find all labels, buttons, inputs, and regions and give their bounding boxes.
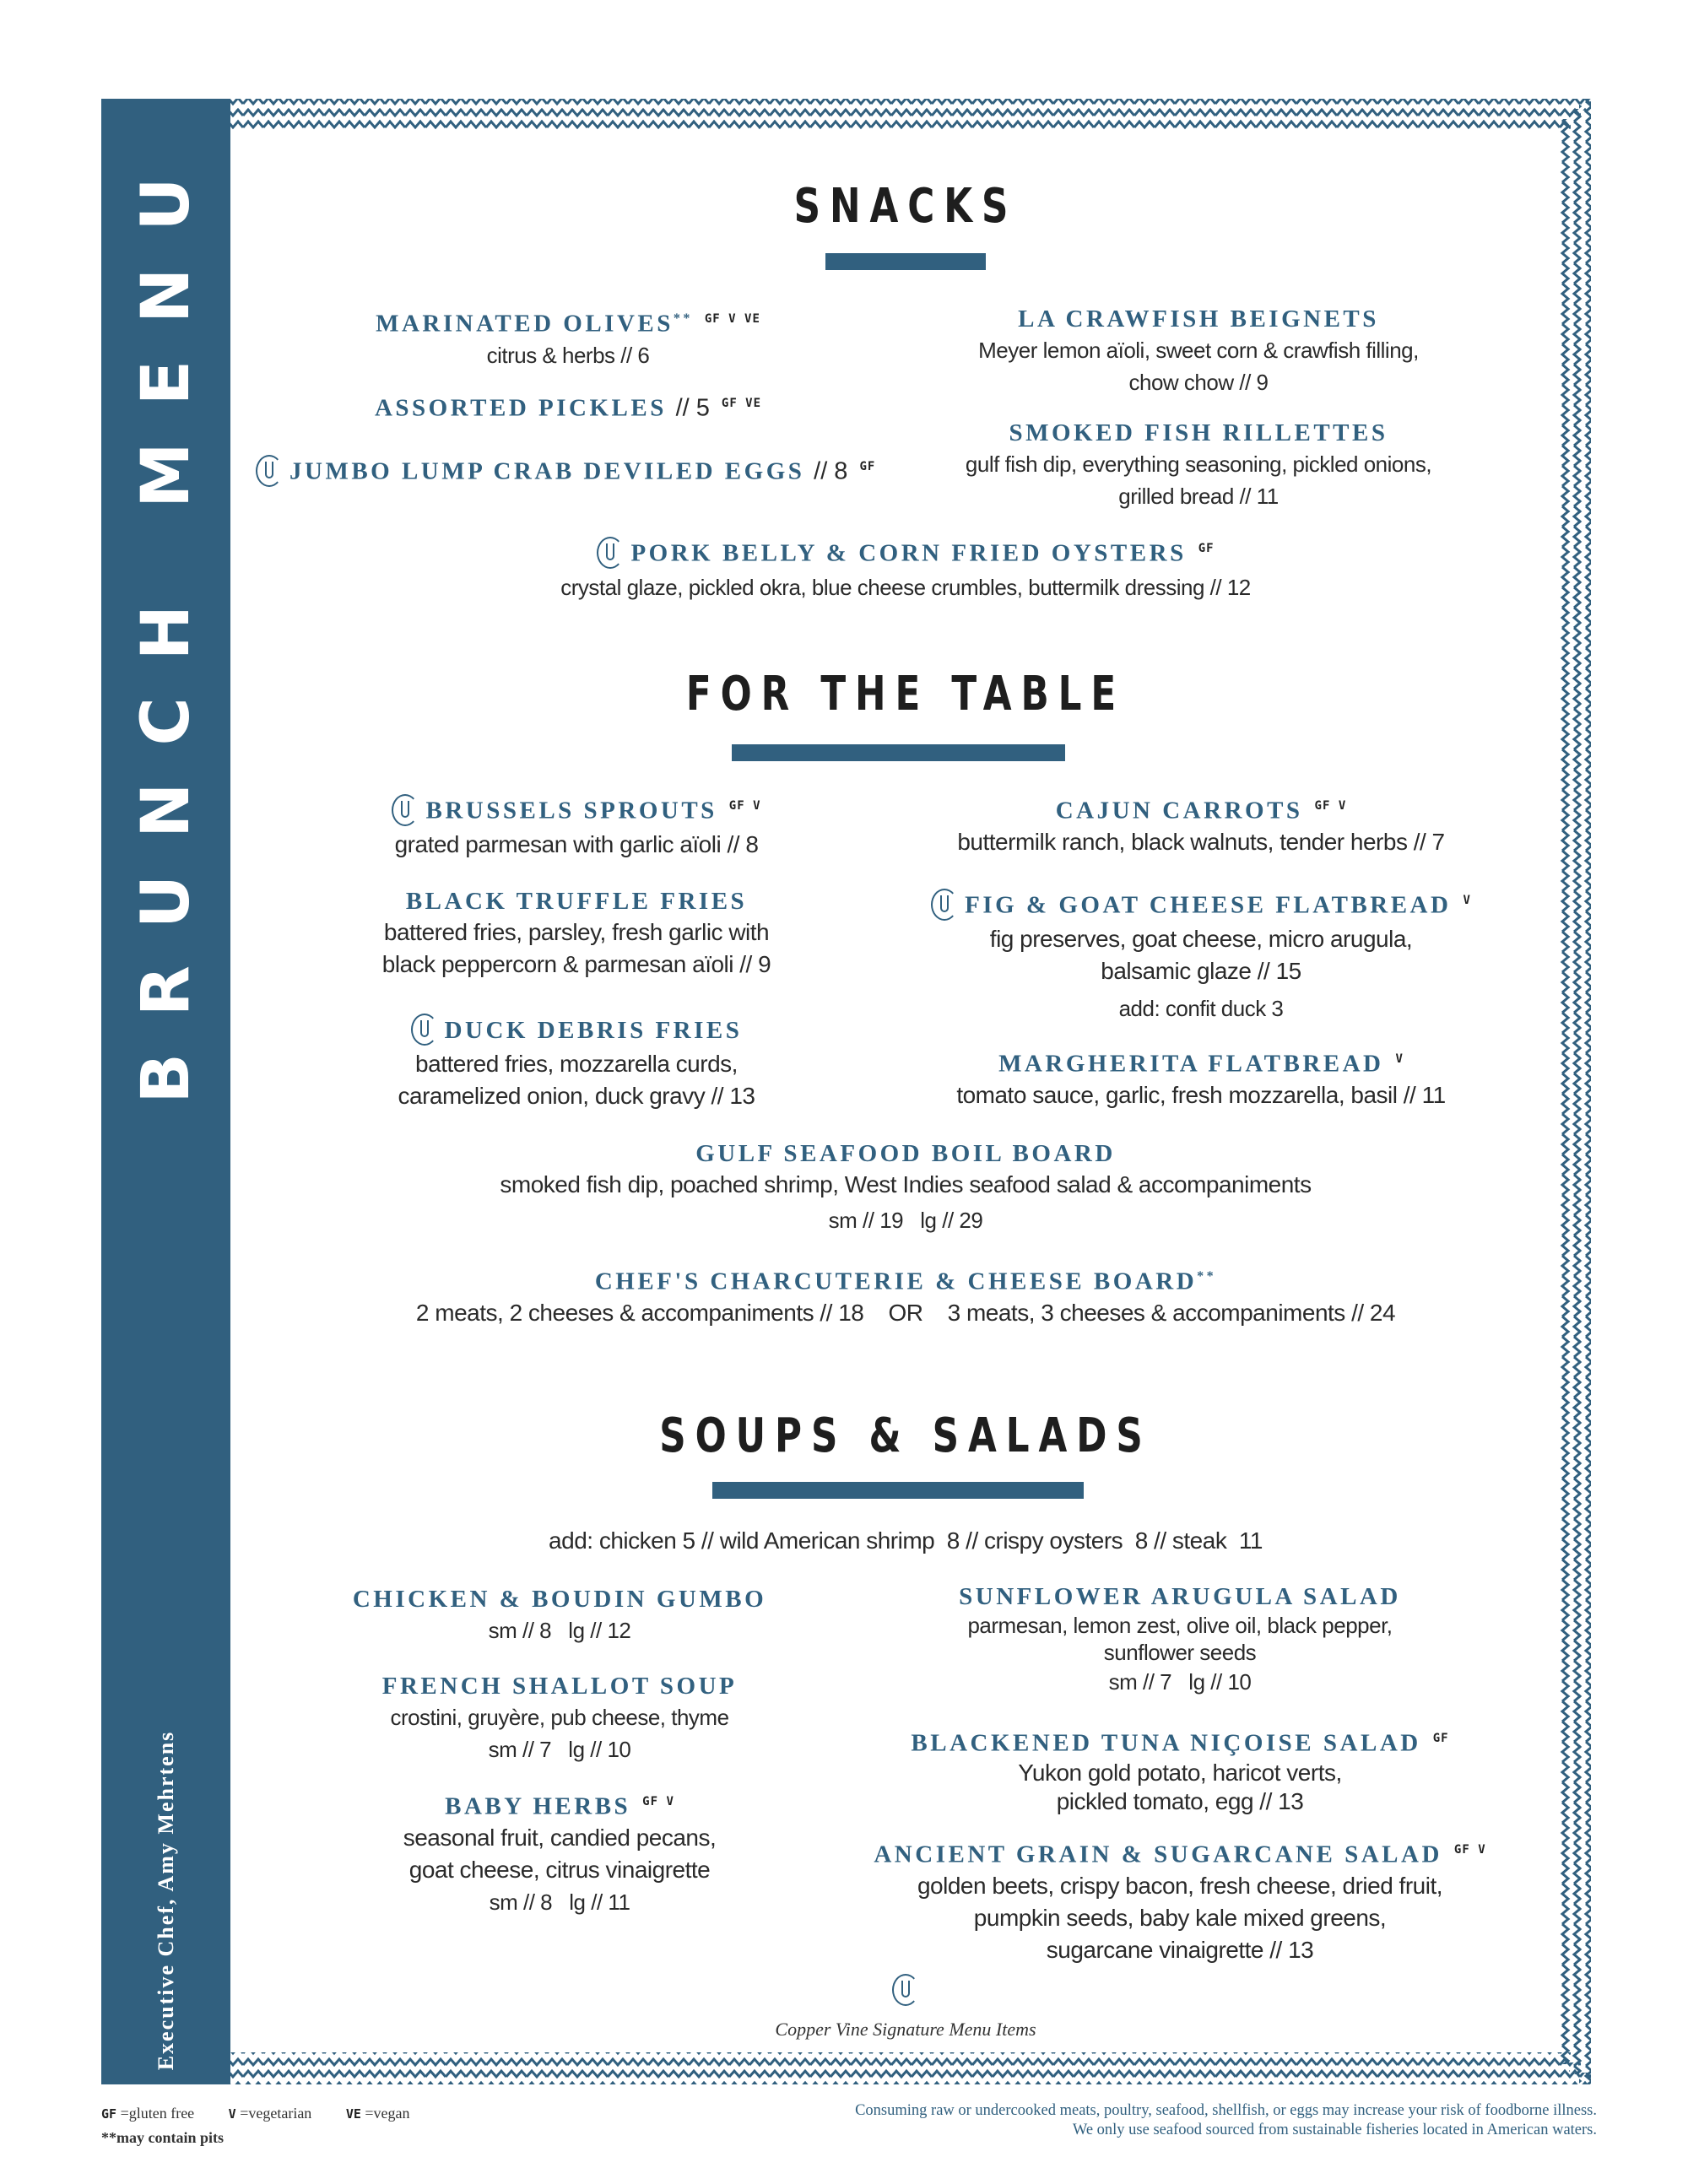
dietary-tags: GF V VE (704, 312, 760, 326)
menu-item-chicken-boudin-gumbo (340, 1584, 779, 1646)
item-description: fig preserves, goat cheese, micro arugula, (989, 926, 1413, 952)
item-name: FRENCH SHALLOT SOUP (381, 1673, 738, 1700)
item-sizes: sm // 8 lg // 11 (489, 1889, 630, 1915)
copper-vine-signature-icon (392, 794, 419, 826)
dietary-tags: GF V (642, 1795, 674, 1808)
item-name: FIG & GOAT CHEESE FLATBREAD (965, 891, 1452, 919)
chef-credit: Executive Chef, Amy Mehrtens (153, 1730, 178, 2071)
menu-item-crab-deviled-eggs (256, 451, 876, 489)
menu-item-fig-goat-flatbread (897, 885, 1505, 1024)
menu-item-duck-debris-fries (340, 1015, 813, 1112)
salad-addons (230, 1525, 1581, 1557)
dietary-tags: GF VE (721, 397, 762, 410)
item-description: balsamic glaze // 15 (1101, 958, 1301, 984)
menu-item-black-truffle-fries (340, 886, 813, 981)
dietary-tags: GF V (728, 799, 761, 813)
menu-title: BRUNCH MENU (127, 140, 204, 1104)
pits-marker: ** (673, 311, 693, 326)
legend-label-gf: =gluten free (120, 2105, 195, 2122)
addon-line: add: chicken 5 // wild American shrimp 8 // crispy oysters 8 // steak 11 (549, 1527, 1263, 1554)
item-price: // 8 (814, 457, 848, 485)
menu-item-french-shallot-soup (340, 1671, 779, 1765)
item-addon: add: confit duck 3 (1118, 996, 1284, 1021)
item-description: battered fries, mozzarella curds, (415, 1051, 738, 1078)
item-description: seasonal fruit, candied pecans, (403, 1824, 717, 1851)
section-divider (732, 744, 1065, 761)
item-name: BLACKENED TUNA NIÇOISE SALAD (911, 1729, 1421, 1757)
signature-note: Copper Vine Signature Menu Items (775, 2019, 1036, 2040)
item-description: tomato sauce, garlic, fresh mozzarella, basil // 11 (956, 1081, 1446, 1108)
dietary-tags: GF V (1314, 799, 1347, 813)
item-description: citrus & herbs // 6 (486, 342, 650, 368)
menu-item-charcuterie-board (230, 1262, 1581, 1329)
item-description: Yukon gold potato, haricot verts, (1018, 1759, 1342, 1786)
item-description: chow chow // 9 (1128, 370, 1269, 395)
item-description: golden beets, crispy bacon, fresh cheese, dried fruit, (917, 1872, 1443, 1899)
menu-item-tuna-nicoise-salad (872, 1723, 1488, 1816)
disclaimer-line: Consuming raw or undercooked meats, poultry, seafood, shellfish, or eggs may increase your risk of foodborne illness. (855, 2102, 1597, 2119)
copper-vine-signature-icon (597, 537, 624, 569)
item-name: MARINATED OLIVES (376, 310, 674, 338)
item-description: sunflower seeds (1103, 1640, 1257, 1665)
section-title-snacks: SNACKS (793, 179, 1018, 234)
legend-code-v: V (228, 2106, 236, 2122)
menu-item-gulf-seafood-boil-board (230, 1138, 1581, 1236)
copper-vine-signature-icon (411, 1014, 438, 1046)
item-description: caramelized onion, duck gravy // 13 (398, 1083, 755, 1110)
menu-item-ancient-grain-salad (847, 1835, 1513, 1966)
item-sizes: sm // 7 lg // 10 (488, 1737, 631, 1762)
legend-label-v: =vegetarian (240, 2105, 312, 2122)
item-description: battered fries, parsley, fresh garlic with (383, 919, 770, 945)
copper-vine-signature-icon (892, 1974, 919, 2006)
item-description: 2 meats, 2 cheeses & accompaniments // 18 OR 3 meats, 3 cheeses & accompaniments // 24 (415, 1299, 1396, 1326)
item-name: CHEF'S CHARCUTERIE & CHEESE BOARD (594, 1268, 1198, 1295)
item-name: BABY HERBS (445, 1792, 631, 1820)
item-sizes: sm // 8 lg // 12 (488, 1618, 631, 1643)
menu-content (230, 99, 1581, 2084)
menu-item-smoked-fish-rillettes (903, 418, 1494, 512)
item-name: MARGHERITA FLATBREAD (998, 1050, 1384, 1078)
signature-legend (230, 1976, 1581, 2041)
dietary-tags: GF V (1453, 1843, 1486, 1857)
item-name: LA CRAWFISH BEIGNETS (1018, 305, 1379, 332)
item-name: CAJUN CARROTS (1055, 797, 1303, 824)
menu-item-assorted-pickles (357, 388, 779, 424)
item-price: // 5 (675, 394, 710, 422)
legend-label-ve: =vegan (365, 2105, 410, 2122)
item-description: smoked fish dip, poached shrimp, West Indies seafood salad & accompaniments (500, 1171, 1312, 1197)
menu-item-baby-herbs (340, 1787, 779, 1918)
item-name: BLACK TRUFFLE FRIES (405, 888, 748, 915)
item-description: buttermilk ranch, black walnuts, tender herbs // 7 (957, 828, 1445, 855)
dietary-tags: GF (1198, 542, 1215, 555)
item-description: gulf fish dip, everything seasoning, pickled onions, (965, 451, 1432, 477)
item-description: grated parmesan with garlic aïoli // 8 (394, 831, 759, 857)
item-description: sugarcane vinaigrette // 13 (1046, 1936, 1314, 1963)
menu-item-pork-belly-oysters (230, 533, 1581, 603)
copper-vine-signature-icon (931, 889, 958, 921)
dietary-tags: V (1463, 894, 1471, 907)
menu-item-cajun-carrots (897, 791, 1505, 858)
pits-marker: ** (1197, 1269, 1217, 1284)
disclaimer-line: We only use seafood sourced from sustainable fisheries located in American waters. (1072, 2122, 1597, 2138)
dietary-tags: GF (1432, 1732, 1449, 1745)
section-divider (825, 253, 986, 270)
menu-item-margherita-flatbread (897, 1044, 1505, 1111)
item-description: black peppercorn & parmesan aïoli // 9 (381, 951, 771, 977)
section-title-soups-salads: SOUPS & SALADS (659, 1408, 1152, 1463)
item-name: SUNFLOWER ARUGULA SALAD (959, 1583, 1401, 1610)
menu-item-marinated-olives (357, 304, 779, 371)
item-name: ANCIENT GRAIN & SUGARCANE SALAD (874, 1841, 1442, 1868)
item-sizes: sm // 19 lg // 29 (828, 1208, 983, 1233)
item-description: pickled tomato, egg // 13 (1056, 1787, 1304, 1814)
item-name: JUMBO LUMP CRAB DEVILED EGGS (289, 457, 805, 485)
item-description: goat cheese, citrus vinaigrette (408, 1856, 711, 1883)
item-name: DUCK DEBRIS FRIES (444, 1017, 743, 1044)
menu-item-sunflower-arugula-salad (872, 1581, 1488, 1698)
legend-code-gf: GF (101, 2106, 117, 2122)
item-description: parmesan, lemon zest, olive oil, black pepper, (967, 1613, 1393, 1638)
item-name: CHICKEN & BOUDIN GUMBO (352, 1586, 767, 1613)
item-description: grilled bread // 11 (1118, 484, 1279, 509)
item-name: PORK BELLY & CORN FRIED OYSTERS (630, 539, 1187, 567)
item-description: crystal glaze, pickled okra, blue cheese crumbles, buttermilk dressing // 12 (560, 575, 1251, 600)
copper-vine-signature-icon (256, 455, 283, 487)
menu-item-brussels-sprouts (340, 791, 813, 861)
section-title-for-the-table: FOR THE TABLE (685, 667, 1126, 722)
item-description: crostini, gruyère, pub cheese, thyme (390, 1705, 729, 1730)
item-description: pumpkin seeds, baby kale mixed greens, (973, 1904, 1387, 1931)
dietary-tags: GF (859, 460, 876, 473)
item-name: GULF SEAFOOD BOIL BOARD (695, 1140, 1116, 1167)
item-sizes: sm // 7 lg // 10 (1108, 1669, 1252, 1695)
health-disclaimer (855, 2101, 1597, 2140)
item-name: ASSORTED PICKLES (374, 394, 667, 422)
item-name: SMOKED FISH RILLETTES (1009, 419, 1388, 446)
item-name: BRUSSELS SPROUTS (425, 797, 717, 824)
section-divider (712, 1482, 1084, 1499)
menu-item-crawfish-beignets (903, 304, 1494, 398)
dietary-legend (101, 2105, 441, 2147)
legend-pits: **may contain pits (101, 2129, 225, 2146)
dietary-tags: V (1395, 1052, 1404, 1066)
item-description: Meyer lemon aïoli, sweet corn & crawfish filling, (978, 338, 1419, 363)
legend-code-ve: VE (345, 2106, 361, 2122)
